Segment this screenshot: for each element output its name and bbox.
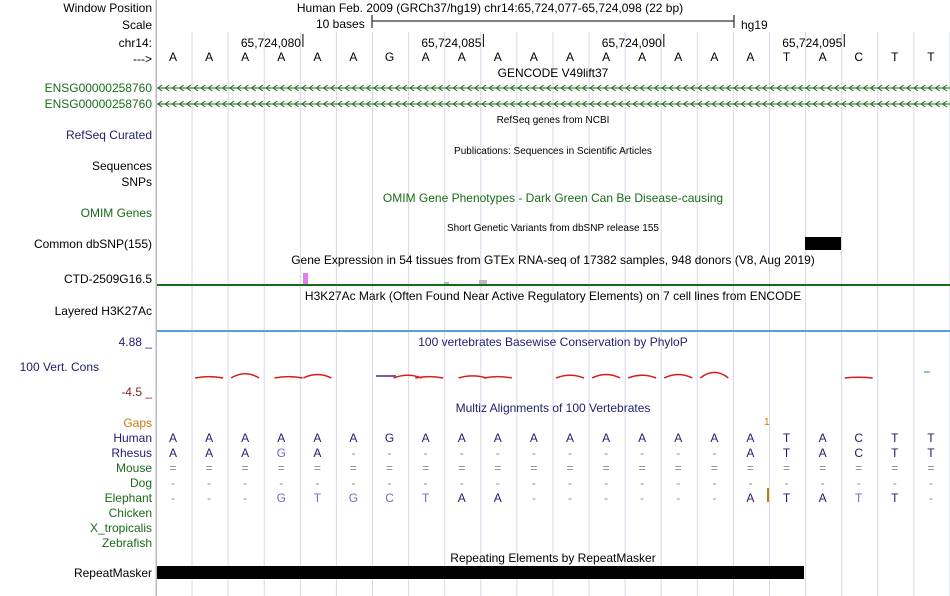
aligned-base: G (348, 491, 359, 505)
base-letter: A (241, 50, 250, 64)
assembly-text: hg19 (741, 18, 768, 32)
aligned-base: A (818, 491, 827, 505)
aligned-base: - (712, 446, 717, 460)
aligned-base: A (241, 446, 250, 460)
phylop-title: 100 vertebrates Basewise Conservation by PhyloP (418, 335, 688, 349)
species-label-x_tropicalis[interactable]: X_tropicalis (89, 521, 152, 535)
sequences-label[interactable]: Sequences (91, 159, 152, 173)
aligned-base: - (279, 476, 284, 490)
aligned-base: = (313, 461, 321, 475)
ruler-tick-label: 65,724,080 (240, 36, 301, 50)
base-letter: T (927, 50, 935, 64)
species-label-zebrafish[interactable]: Zebrafish (101, 536, 152, 550)
aligned-base: = (855, 461, 863, 475)
aligned-base: = (891, 461, 899, 475)
ruler-tick-label: 65,724,090 (601, 36, 662, 50)
phylop-label[interactable]: 100 Vert. Cons (19, 360, 99, 374)
aligned-base: - (712, 476, 717, 490)
dbsnp-label[interactable]: Common dbSNP(155) (33, 237, 152, 251)
aligned-base: - (640, 491, 645, 505)
aligned-base: - (676, 476, 681, 490)
phylop-max-label: 4.88 _ (118, 335, 152, 349)
aligned-base: = (783, 461, 791, 475)
aligned-base: T (927, 431, 935, 445)
aligned-base: = (927, 461, 935, 475)
aligned-base: = (349, 461, 357, 475)
aligned-base: A (457, 431, 466, 445)
aligned-base: - (495, 446, 500, 460)
base-letter: A (421, 50, 430, 64)
aligned-base: = (241, 461, 249, 475)
snps-label[interactable]: SNPs (121, 175, 152, 189)
aligned-base: A (277, 431, 286, 445)
aligned-base: = (638, 461, 646, 475)
phylop-peak (664, 375, 692, 379)
phylop-peak (484, 377, 512, 378)
aligned-base: A (710, 431, 719, 445)
aligned-base: - (423, 446, 428, 460)
pubs-title: Publications: Sequences in Scientific Articles (454, 146, 652, 157)
omim-label[interactable]: OMIM Genes (80, 206, 152, 220)
aligned-base: - (567, 491, 572, 505)
aligned-base: T (891, 431, 899, 445)
aligned-base: A (674, 431, 683, 445)
aligned-base: - (351, 446, 356, 460)
aligned-base: A (313, 431, 322, 445)
aligned-base: = (674, 461, 682, 475)
aligned-base: = (386, 461, 394, 475)
aligned-base: T (782, 446, 791, 460)
aligned-base: = (710, 461, 718, 475)
aligned-base: C (385, 491, 394, 505)
aligned-base: - (387, 476, 392, 490)
aligned-base: - (207, 476, 212, 490)
gtex-title: Gene Expression in 54 tissues from GTEx RNA-seq of 17382 samples, 948 donors (V8, Aug 2019) (291, 253, 815, 267)
base-letter: A (313, 50, 322, 64)
phylop-peak (231, 374, 259, 378)
aligned-base: A (421, 431, 430, 445)
aligned-base: - (748, 476, 753, 490)
base-letter: A (529, 50, 538, 64)
aligned-base: T (782, 431, 791, 445)
aligned-base: T (782, 491, 791, 505)
aligned-base: T (421, 491, 430, 505)
phylop-peak (628, 375, 656, 378)
aligned-base: - (820, 476, 825, 490)
aligned-base: - (459, 446, 464, 460)
aligned-base: = (602, 461, 610, 475)
species-label-chicken[interactable]: Chicken (108, 506, 152, 520)
window-position-label: Window Position (63, 1, 152, 15)
aligned-base: = (169, 461, 177, 475)
species-label-human[interactable]: Human (113, 431, 152, 445)
phylop-peak (195, 377, 223, 378)
aligned-base: A (818, 431, 827, 445)
phylop-peak (592, 375, 620, 379)
gene-label-2[interactable]: ENSG00000258760 (44, 97, 152, 111)
gtex-bar (444, 282, 449, 284)
aligned-base: - (495, 476, 500, 490)
aligned-base: - (640, 476, 645, 490)
aligned-base: T (313, 491, 322, 505)
base-letter: A (277, 50, 286, 64)
gtex-bar (479, 280, 487, 284)
aligned-base: = (277, 461, 285, 475)
aligned-base: A (168, 431, 178, 445)
omim-title: OMIM Gene Phenotypes - Dark Green Can Be Disease-causing (382, 191, 724, 205)
aligned-base: - (531, 476, 536, 490)
aligned-base: A (529, 431, 538, 445)
aligned-base: - (676, 491, 681, 505)
aligned-base: A (565, 431, 574, 445)
aligned-base: - (459, 476, 464, 490)
aligned-base: A (818, 446, 827, 460)
aligned-base: - (387, 446, 392, 460)
aligned-base: A (746, 491, 755, 505)
aligned-base: - (784, 476, 789, 490)
phylop-peak (459, 376, 487, 378)
base-letter: C (854, 50, 864, 64)
h3k27ac-title: H3K27Ac Mark (Often Found Near Active Regulatory Elements) on 7 cell lines from ENCODE (304, 289, 802, 303)
aligned-base: - (531, 446, 536, 460)
aligned-base: A (205, 446, 214, 460)
base-letter: A (638, 50, 647, 64)
aligned-base: T (927, 446, 935, 460)
aligned-base: A (746, 431, 755, 445)
phylop-peak (274, 377, 302, 378)
aligned-base: C (854, 431, 864, 445)
aligned-base: - (207, 491, 212, 505)
aligned-base: = (819, 461, 827, 475)
species-label-dog[interactable]: Dog (129, 476, 152, 490)
species-label-elephant[interactable]: Elephant (104, 491, 152, 505)
aligned-base: T (891, 446, 899, 460)
panel-edge (156, 0, 157, 596)
aligned-base: A (493, 491, 502, 505)
h3k27ac-label[interactable]: Layered H3K27Ac (54, 304, 152, 318)
species-label-rhesus[interactable]: Rhesus (111, 446, 152, 460)
aligned-base: - (892, 476, 897, 490)
aligned-base: - (243, 476, 248, 490)
base-letter: A (205, 50, 214, 64)
base-letter: T (891, 50, 899, 64)
refseq-label[interactable]: RefSeq Curated (65, 128, 152, 142)
aligned-base: G (384, 431, 395, 445)
repeatmasker-bar (156, 566, 804, 579)
aligned-base: = (494, 461, 502, 475)
base-letter: A (168, 50, 178, 64)
gaps-label[interactable]: Gaps (123, 416, 152, 430)
aligned-base: A (746, 446, 755, 460)
aligned-base: - (928, 491, 933, 505)
phylop-peak (556, 375, 584, 378)
aligned-base: T (855, 491, 863, 505)
aligned-base: = (566, 461, 574, 475)
base-letter: A (674, 50, 683, 64)
aligned-base: - (604, 491, 609, 505)
aligned-base: A (313, 446, 322, 460)
aligned-base: - (567, 476, 572, 490)
aligned-base: = (205, 461, 213, 475)
base-letter: A (602, 50, 611, 64)
aligned-base: - (856, 476, 861, 490)
tracks-panel[interactable] (156, 0, 950, 596)
base-letter: A (818, 50, 827, 64)
base-letter: A (710, 50, 719, 64)
species-label-mouse[interactable]: Mouse (115, 461, 152, 475)
aligned-base: - (604, 446, 609, 460)
aligned-base: A (602, 431, 611, 445)
aligned-base: A (168, 446, 178, 460)
gtex-bar (303, 273, 308, 284)
aligned-base: - (712, 491, 717, 505)
aligned-base: G (276, 491, 286, 505)
aligned-base: A (638, 431, 647, 445)
scale-text: 10 bases (316, 17, 365, 31)
dbsnp-title: Short Genetic Variants from dbSNP release 155 (447, 223, 659, 234)
ruler-tick-label: 65,724,085 (421, 36, 482, 50)
aligned-base: - (315, 476, 320, 490)
aligned-base: - (171, 491, 175, 505)
ruler-tick-label: 65,724,095 (782, 36, 843, 50)
aligned-base: - (604, 476, 609, 490)
aligned-base: = (422, 461, 430, 475)
base-letter: A (565, 50, 574, 64)
aligned-base: A (205, 431, 214, 445)
base-letter: T (782, 50, 791, 64)
base-letter: A (746, 50, 755, 64)
aligned-base: A (349, 431, 358, 445)
phylop-min-label: -4.5 _ (121, 385, 152, 399)
dbsnp-feature (805, 237, 841, 250)
aligned-base: - (928, 476, 933, 490)
aligned-base: - (423, 476, 428, 490)
aligned-base: G (276, 446, 286, 460)
position-text: Human Feb. 2009 (GRCh37/hg19) chr14:65,724,077-65,724,098 (22 bp) (296, 1, 684, 15)
phylop-peak (415, 377, 443, 378)
strand-arrow-label: ---> (133, 52, 152, 66)
aligned-base: = (458, 461, 466, 475)
base-letter: A (457, 50, 466, 64)
gencode-title: GENCODE V49lift37 (497, 66, 609, 80)
phylop-peak (845, 377, 873, 378)
scale-label: Scale (121, 18, 152, 32)
repeatmasker-title: Repeating Elements by RepeatMasker (450, 551, 656, 565)
repeatmasker-label[interactable]: RepeatMasker (73, 566, 152, 580)
aligned-base: - (531, 491, 536, 505)
gene-label-1[interactable]: ENSG00000258760 (44, 81, 152, 95)
aligned-base: - (640, 446, 645, 460)
aligned-base: C (854, 446, 864, 460)
base-letter: A (493, 50, 502, 64)
gap-mark: 1 (764, 417, 770, 428)
aligned-base: - (567, 446, 572, 460)
chromosome-label: chr14: (118, 36, 152, 50)
aligned-base: T (891, 491, 899, 505)
aligned-base: A (457, 491, 466, 505)
track-label-sidebar (0, 0, 154, 596)
multiz-title: Multiz Alignments of 100 Vertebrates (455, 401, 651, 415)
aligned-base: A (493, 431, 502, 445)
refseq-title: RefSeq genes from NCBI (496, 115, 610, 126)
aligned-base: = (746, 461, 754, 475)
phylop-peak (303, 375, 331, 379)
aligned-base: = (530, 461, 538, 475)
gtex-gene-label[interactable]: CTD-2509G16.5 (63, 272, 152, 286)
aligned-base: - (676, 446, 681, 460)
base-letter: A (349, 50, 358, 64)
phylop-peak (700, 372, 728, 378)
aligned-base: - (351, 476, 356, 490)
aligned-base: - (171, 476, 175, 490)
aligned-base: A (241, 431, 250, 445)
base-letter: G (384, 50, 395, 64)
aligned-base: - (243, 491, 248, 505)
